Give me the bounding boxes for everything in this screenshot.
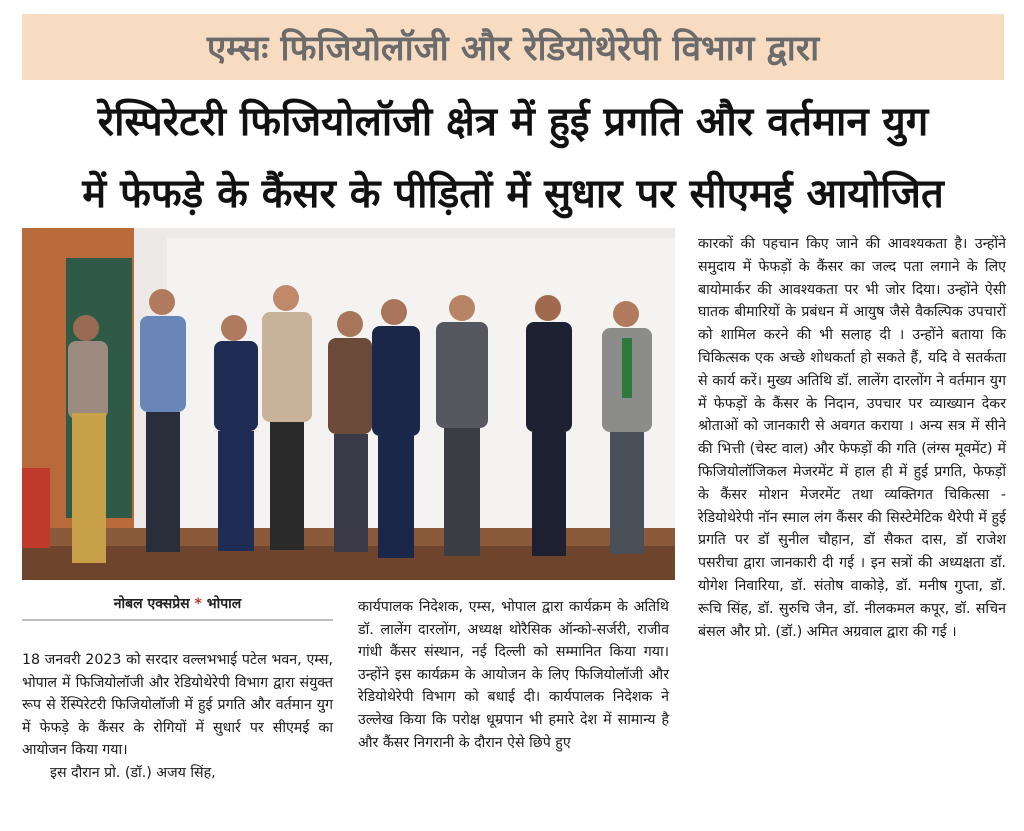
headline-line-1: रेस्पिरेटरी फिजियोलॉजी क्षेत्र में हुई प्रगति और वर्तमान युग <box>97 99 929 145</box>
byline-star: * <box>194 596 202 612</box>
byline-source: नोबल एक्सप्रेस <box>113 596 190 612</box>
kicker-banner <box>22 14 1004 80</box>
headline <box>18 86 1008 230</box>
byline <box>22 594 333 613</box>
column-3-paragraph-1: कारकों की पहचान किए जाने की आवश्यकता है। उन्होंने समुदाय में फेफड़ों के कैंसर का जल्द पता लगाने के लिए बायोमार्कर की आवश्यकता पर भी जोर दिया। उन्होंने ऐसी घातक बीमारियों के प्रबंधन में आयुष जैसे वैकल्पिक उपचारों को शामिल करने की भी सलाह दी । उन्होंने बताया कि चिकित्सक एक अच्छे शोधकर्ता हो सकते हैं, यदि वे सतर्कता से कार्य करें। मुख्य अतिथि डॉ. लालेंग दारलोंग ने वर्तमान युग में फेफड़ों के कैंसर के निदान, उपचार पर व्याख्यान देकर श्रोताओं को जानकारी से अवगत कराया । अन्य सत्र में सीने की भित्ती (चेस्ट वाल) और फेफड़ों की गति (लंग्स मूवमेंट) में फिजियोलॉजिकल मेजरमेंट में हाल ही में हुई प्रगति, फेफड़ों के कैंसर मोशन मेजरमेंट तथा व्यक्तिगत चिकित्सा - रेडियोथेरेपी नॉन स्माल लंग कैंसर की सिस्टेमेटिक थैरेपी में हुई प्रगति पर डॉ सुनील चौहान, डॉ सैकत दास, डॉ राजेश पसरीचा द्वारा जानकारी दी गई । इन सत्रों की अध्यक्षता डॉ. योगेश निवारिया, डॉ. संतोष वाकोड़े, डॉ. मनीष गुप्ता, डॉ. रूचि सिंह, डॉ. सुरुचि जैन, डॉ. नीलकमल कपूर, डॉ. सचिन बंसल और प्रो. (डॉ.) अमित अग्रवाल द्वारा की गई । <box>698 236 1006 640</box>
group-photo-illustration <box>22 228 675 580</box>
byline-city: भोपाल <box>206 596 242 612</box>
article-column-3 <box>698 233 1006 643</box>
byline-divider <box>22 619 333 621</box>
column-1-paragraph-1: 18 जनवरी 2023 को सरदार वल्लभभाई पटेल भवन, एम्स, भोपाल में फिजियोलॉजी और रेडियोथेरेपी विभाग द्वारा संयुक्त रूप से र्रेस्पिरेटरी फिजियोलॉजी में हुई प्रगति और वर्तमान युग में फेफड़े के कैंसर के रोगियों में सुधार्र पर सीएमई का आयोजन किया गया। <box>22 652 333 759</box>
article-column-1 <box>22 649 333 785</box>
headline-line-2: में फेफड़े के कैंसर के पीड़ितों में सुधार पर सीएमई आयोजित <box>82 171 944 217</box>
column-2-paragraph-1: कार्यपालक निदेशक, एम्स, भोपाल द्वारा कार्यक्रम के अतिथि डॉ. लालेंग दारलोंग, अध्यक्ष थोरैसिक ऑन्को-सर्जरी, राजीव गांधी कैंसर संस्थान, नई दिल्ली को सम्मानित किया गया। उन्होंने इस कार्यक्रम के आयोजन के लिए फिजियोलॉजी और रेडियोथेरेपी विभाग को बधाई दी। कार्यपालक निदेशक ने उल्लेख किया कि परोक्ष धूम्रपान भी हमारे देश में सामान्य है और कैंसर निगरानी के दौरान ऐसे छिपे हुए <box>358 599 669 751</box>
column-1-paragraph-2: इस दौरान प्रो. (डॉ.) अजय सिंह, <box>50 764 216 781</box>
article-column-2 <box>358 596 669 754</box>
kicker-text: एम्सः फिजियोलॉजी और रेडियोथेरेपी विभाग द्वारा <box>206 28 820 69</box>
group-photo <box>22 228 675 580</box>
